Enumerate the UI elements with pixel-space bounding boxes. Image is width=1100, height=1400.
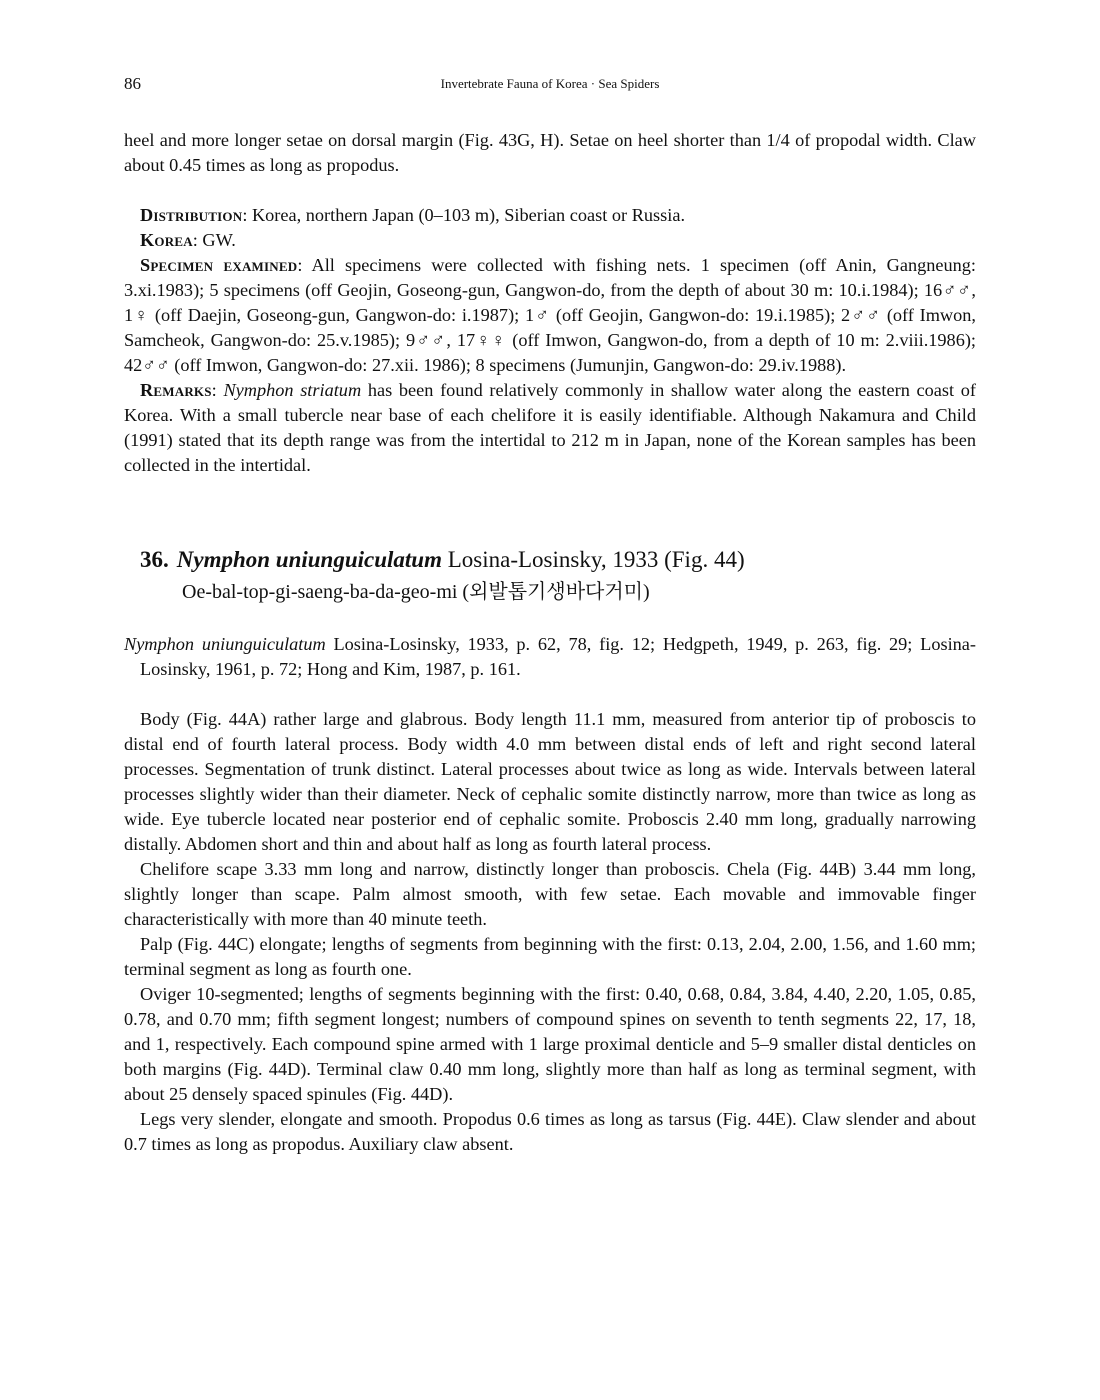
page-header — [124, 74, 976, 98]
remarks-paragraph — [124, 378, 976, 478]
specimen-text: : All specimens were collected with fishing nets. 1 specimen (off Anin, Gangneung: 3.xi.1983); 5 specimens (off Geojin, Goseong-gun, Gangwon-do, from the depth of about 30 m: 10.i.1984); 16♂♂, 1♀ (off Daejin, Goseong-gun, Gangwon-do: i.1987); 1♂ (off Geojin, Gangwon-do: 19.i.1985); 2♂♂ (off Imwon, Samcheok, Gangwon-do: 25.v.1985); 9♂♂, 17♀♀ (off Imwon, Gangwon-do, from a depth of 10 m: 2.viii.1986); 42♂♂ (off Imwon, Gangwon-do: 27.xii. 1986); 8 specimens (Jumunjin, Gangwon-do: 29.iv.1988). — [124, 255, 976, 375]
section-title — [124, 543, 976, 577]
korea-text: : GW. — [192, 230, 236, 250]
distribution-text: : Korea, northern Japan (0–103 m), Siberian coast or Russia. — [242, 205, 686, 225]
remarks-sep: : — [211, 380, 224, 400]
korea-paragraph — [124, 228, 976, 253]
spacer — [124, 682, 976, 707]
synonymy-text: Losina-Losinsky, 1933, p. 62, 78, fig. 12; Hedgpeth, 1949, p. 263, fig. 29; Losina-Losinsky, 1961, p. 72; Hong and Kim, 1987, p. 161. — [140, 634, 976, 679]
spacer — [124, 478, 976, 543]
synonymy-paragraph — [124, 632, 976, 682]
synonymy-species: Nymphon uniunguiculatum — [124, 634, 326, 654]
korean-name: Oe-bal-top-gi-saeng-ba-da-geo-mi (외발톱기생바다거미) — [182, 581, 650, 603]
specimen-paragraph — [124, 253, 976, 378]
description-paragraph-chelifore: Chelifore scape 3.33 mm long and narrow, distinctly longer than proboscis. Chela (Fig. 44B) 3.44 mm long, slightly longer than scape. Palm almost smooth, with few setae. Each movable and immovable finger characteristically with more than 40 minute teeth. — [124, 859, 976, 929]
running-title: Invertebrate Fauna of Korea · Sea Spiders — [440, 76, 660, 91]
page-body — [124, 128, 976, 1157]
distribution-label: Distribution — [140, 205, 243, 225]
section-authority: Losina-Losinsky, 1933 (Fig. 44) — [442, 547, 745, 572]
korea-label: Korea — [140, 230, 193, 250]
description-paragraph-legs: Legs very slender, elongate and smooth. Propodus 0.6 times as long as tarsus (Fig. 44E). Claw slender and about 0.7 times as long as propodus. Auxiliary claw absent. — [124, 1109, 976, 1154]
section-number: 36. — [140, 547, 169, 572]
remarks-text: has been found relatively commonly in shallow water along the eastern coast of Korea. With a small tubercle near base of each chelifore it is easily identifiable. Although Nakamura and Child (1991) stated that its depth range was from the intertidal to 212 m in Japan, none of the Korean samples has been collected in the intertidal. — [124, 380, 977, 475]
specimen-label: Specimen examined — [140, 255, 298, 275]
remarks-species: Nymphon striatum — [223, 380, 362, 400]
page-number: 86 — [124, 74, 141, 93]
section-species: Nymphon uniunguiculatum — [176, 547, 442, 572]
spacer — [124, 178, 976, 203]
intro-paragraph: heel and more longer setae on dorsal margin (Fig. 43G, H). Setae on heel shorter than 1/4 of propodal width. Claw about 0.45 times as long as propodus. — [124, 130, 976, 175]
remarks-label: Remarks — [140, 380, 212, 400]
spacer — [124, 607, 976, 632]
distribution-paragraph — [124, 203, 976, 228]
description-paragraph-palp: Palp (Fig. 44C) elongate; lengths of segments from beginning with the first: 0.13, 2.04, 2.00, 1.56, and 1.60 mm; terminal segment as long as fourth one. — [124, 934, 976, 979]
description-paragraph-oviger: Oviger 10-segmented; lengths of segments beginning with the first: 0.40, 0.68, 0.84, 3.84, 4.40, 2.20, 1.05, 0.85, 0.78, and 0.70 mm; fifth segment longest; numbers of compound spines on seventh to tenth segments 22, 17, 18, and 1, respectively. Each compound spine armed with 1 large proximal denticle and 5–9 smaller distal denticles on both margins (Fig. 44D). Terminal claw 0.40 mm long, slightly more than half as long as terminal segment, with about 25 densely spaced spinules (Fig. 44D). — [124, 984, 976, 1104]
description-paragraph-body: Body (Fig. 44A) rather large and glabrous. Body length 11.1 mm, measured from anterior tip of proboscis to distal end of fourth lateral process. Body width 4.0 mm between distal ends of left and right second lateral processes. Segmentation of trunk distinct. Lateral processes about twice as long as wide. Intervals between lateral processes slightly wider than their diameter. Neck of cephalic somite distinctly narrow, more than twice as long as wide. Eye tubercle located near posterior end of cephalic somite. Proboscis 2.40 mm long, gradually narrowing distally. Abdomen short and thin and about half as long as fourth lateral process. — [124, 709, 976, 854]
